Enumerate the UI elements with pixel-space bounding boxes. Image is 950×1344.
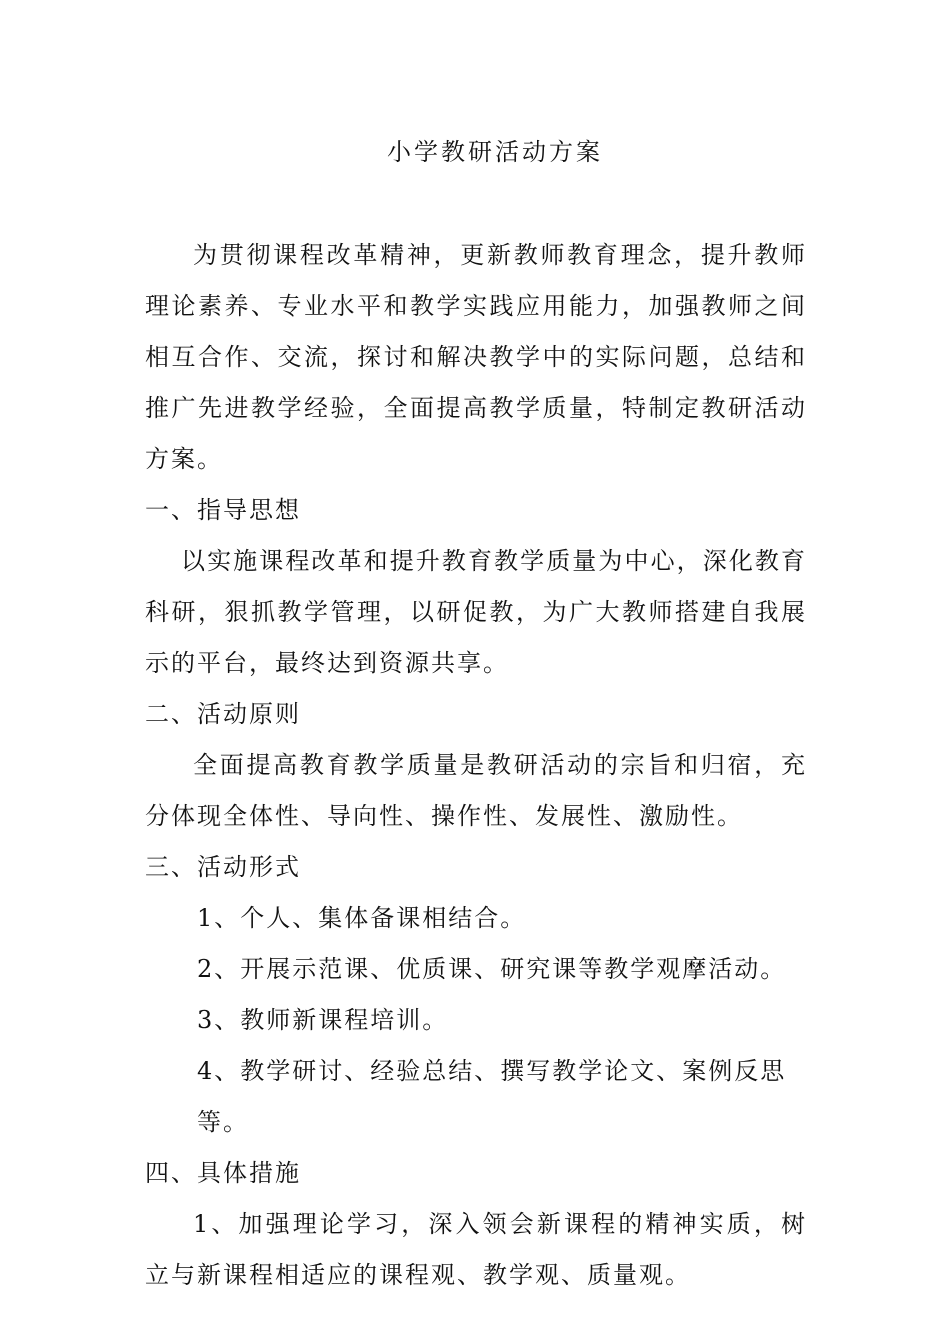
specific-measures-paragraph: 1、加强理论学习，深入领会新课程的精神实质，树立与新课程相适应的课程观、教学观、质量观。	[145, 1210, 807, 1289]
section-heading-guiding-thought: 一、指导思想	[145, 496, 301, 524]
activity-form-item: 1、个人、集体备课相结合。	[197, 904, 527, 932]
activity-principles-paragraph: 全面提高教育教学质量是教研活动的宗旨和归宿，充分体现全体性、导向性、操作性、发展性、激励性。	[145, 751, 807, 830]
guiding-thought-paragraph: 以实施课程改革和提升教育教学质量为中心，深化教育科研，狠抓教学管理，以研促教，为广大教师搭建自我展示的平台，最终达到资源共享。	[145, 547, 807, 677]
activity-form-item: 3、教师新课程培训。	[197, 1006, 449, 1034]
section-heading-activity-principles: 二、活动原则	[145, 700, 301, 728]
section-heading-activity-forms: 三、活动形式	[145, 853, 301, 881]
section-heading-specific-measures: 四、具体措施	[145, 1159, 301, 1187]
document-title: 小学教研活动方案	[387, 138, 603, 166]
activity-form-item: 2、开展示范课、优质课、研究课等教学观摩活动。	[197, 955, 787, 983]
intro-paragraph: 为贯彻课程改革精神，更新教师教育理念，提升教师理论素养、专业水平和教学实践应用能力，加强教师之间相互合作、交流，探讨和解决教学中的实际问题，总结和推广先进教学经验，全面提高教学质量，特制定教研活动方案。	[145, 241, 807, 473]
activity-form-item: 4、教学研讨、经验总结、撰写教学论文、案例反思等。	[197, 1057, 787, 1136]
document-body	[145, 230, 807, 1301]
